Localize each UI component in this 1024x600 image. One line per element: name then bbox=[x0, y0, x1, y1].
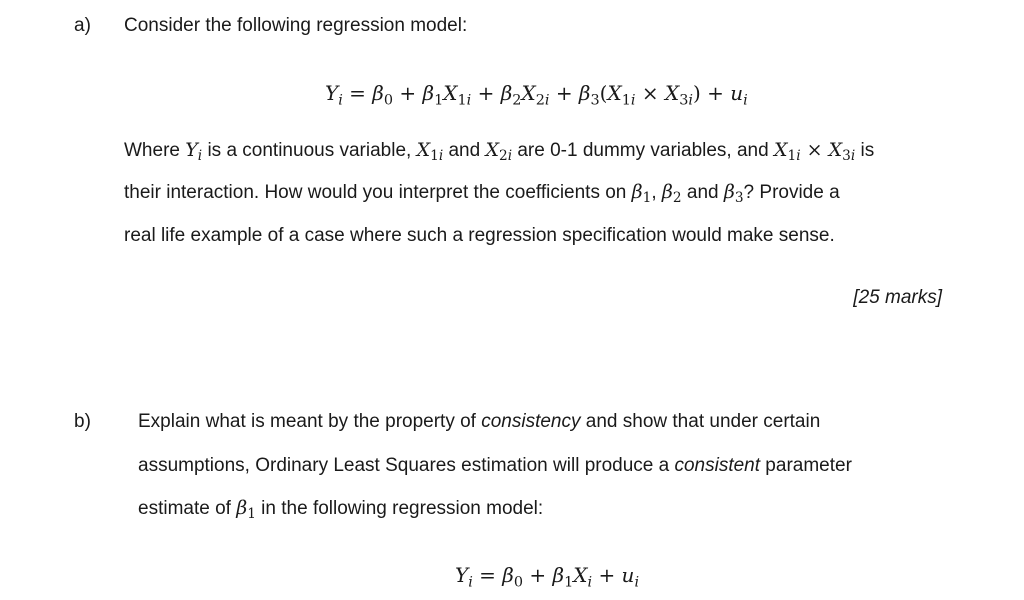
marks-badge: [25 marks] bbox=[853, 287, 942, 308]
part-a-text-line-3: real life example of a case where such a regression specification would make sense. bbox=[124, 225, 835, 246]
part-a-label: a) bbox=[74, 15, 91, 36]
part-b-text-line-2: assumptions, Ordinary Least Squares estimation will produce a consistent parameter bbox=[138, 455, 852, 476]
equation-a: $Y_i = \beta_0 + \beta_1X_{1i} + \beta_2X_{2i} + \beta_3(X_{1i} \times X_{3i}) + u_i$ bbox=[325, 81, 748, 109]
part-a-text-line-2: their interaction. How would you interpret the coefficients on $\beta_1$, $\beta_2$ and $\beta_3$? Provide a bbox=[124, 181, 840, 207]
part-a-intro: Consider the following regression model: bbox=[124, 15, 468, 36]
part-b-label: b) bbox=[74, 411, 91, 432]
equation-b: $Y_i = \beta_0 + \beta_1X_i + u_i$ bbox=[455, 563, 640, 591]
part-a-text-line-1: Where $Y_i$ is a continuous variable, $X_{1i}$ and $X_{2i}$ are 0-1 dummy variables, and $X_{1i} \times X_{3i}$ is bbox=[124, 139, 875, 165]
part-b-text-line-1: Explain what is meant by the property of consistency and show that under certain bbox=[138, 411, 821, 432]
part-b-text-line-3: estimate of $\beta_1$ in the following regression model: bbox=[138, 497, 544, 523]
